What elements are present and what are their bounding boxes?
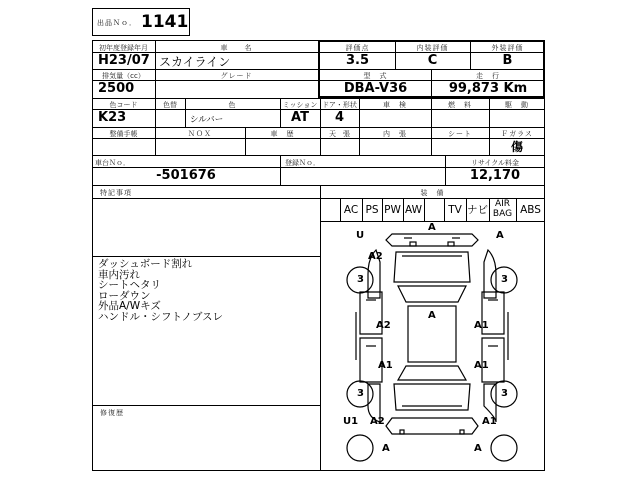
mark-hood-left: A2: [368, 251, 383, 262]
car-name-label: 車 名: [220, 44, 253, 52]
nox-label: ＮＯＸ: [188, 130, 212, 138]
inspection-label: 車 検: [383, 101, 407, 109]
mark-wheel-rear-left: 3: [357, 388, 364, 399]
equipment-aw: AW: [405, 204, 422, 216]
mark-wheel-front-right: 3: [501, 274, 508, 285]
lot-number-value: 1141: [141, 12, 189, 32]
equipment-airbag: AIR BAG: [492, 199, 513, 219]
equipment-tv: TV: [448, 204, 462, 216]
registration-number-label: 登録Ｎｏ．: [285, 159, 320, 167]
color-code-value: K23: [98, 110, 127, 125]
recycle-fee-label: リサイクル料金: [470, 159, 520, 167]
mark-rear-right: A1: [482, 416, 497, 427]
mark-door-front-right: A1: [474, 320, 489, 331]
mark-roof: A: [428, 310, 436, 321]
equipment-navi: ナビ: [467, 204, 488, 216]
mark-front-bumper: A: [428, 222, 436, 233]
chassis-number-label: 車台Ｎｏ．: [95, 159, 130, 167]
service-book-label: 整備手帳: [109, 130, 138, 138]
equipment-abs: ABS: [520, 204, 541, 216]
windshield-label: Ｆガラス: [501, 130, 533, 138]
displacement-label: 排気量（cc）: [102, 72, 145, 80]
mark-rear-bumper-right: A: [474, 443, 482, 454]
door-shape-label: ドア・形状: [322, 101, 357, 109]
mark-rear-bumper-left: A: [382, 443, 390, 454]
mileage-label: 走 行: [476, 72, 500, 80]
recycle-fee-value: 12,170: [469, 168, 521, 183]
lot-number-label: 出品Ｎｏ．: [97, 19, 137, 27]
color-label: 色: [228, 101, 237, 109]
mark-wheel-front-left: 3: [357, 274, 364, 285]
color-change-label: 色替: [163, 101, 177, 109]
exterior-grade-label: 外装評価: [491, 44, 524, 52]
lot-number-box: [92, 8, 190, 36]
drive-label: 駆 動: [505, 101, 529, 109]
grade-label: グレード: [220, 72, 253, 80]
mark-front-right-corner: A: [496, 230, 504, 241]
mileage-value: 99,873 Km: [448, 81, 528, 96]
mark-rear-left-u1: U1: [343, 416, 359, 427]
headliner-label: 天 張: [329, 130, 350, 138]
remark-line: シートヘタリ: [98, 279, 161, 291]
fuel-label: 燃 料: [448, 101, 472, 109]
equipment-ac: AC: [343, 204, 359, 216]
mark-door-rear-left: A1: [378, 360, 393, 371]
color-value: シルバー: [190, 115, 224, 125]
interior-grade-label: 内装評価: [416, 44, 449, 52]
transmission-value: AT: [291, 110, 309, 125]
remark-line: 外品A/Wキズ: [98, 300, 161, 312]
rating-label: 評価点: [345, 44, 370, 52]
equipment-pw: PW: [384, 204, 401, 216]
repair-history-label: 修復歴: [100, 409, 124, 417]
car-name-value: スカイライン: [159, 55, 231, 69]
mark-wheel-rear-right: 3: [501, 388, 508, 399]
car-condition-diagram: [320, 222, 545, 471]
rating-value: 3.5: [345, 53, 370, 68]
remark-line: ハンドル・シフトノブスレ: [98, 310, 223, 323]
remark-line: ローダウン: [98, 289, 151, 302]
first-registration-value: H23/07: [98, 53, 150, 68]
interior-grade-value: C: [427, 53, 438, 68]
equipment-ps: PS: [365, 204, 379, 216]
transmission-label: ミッション: [282, 101, 318, 109]
first-registration-label: 初年度登録年月: [99, 44, 148, 52]
remarks-label: 特記事項: [100, 189, 132, 197]
interior-trim-label: 内 張: [383, 130, 407, 138]
mark-door-front-left: A2: [376, 320, 391, 331]
door-shape-value: 4: [334, 110, 345, 125]
color-code-label: 色コード: [109, 101, 138, 109]
mark-front-left-corner: U: [356, 230, 365, 241]
exterior-grade-value: B: [502, 53, 513, 68]
vehicle-history-label: 車 歴: [270, 130, 295, 138]
chassis-number-value: -501676: [156, 168, 216, 183]
seat-label: シート: [448, 130, 472, 138]
mark-rear-left-a2: A2: [370, 416, 385, 427]
remark-line: 車内汚れ: [98, 268, 140, 281]
model-value: DBA-V36: [343, 81, 408, 96]
equipment-label: 装 備: [420, 189, 445, 197]
remark-line: ダッシュボード割れ: [98, 258, 193, 270]
displacement-value: 2500: [98, 81, 135, 96]
mark-door-rear-right: A1: [474, 360, 489, 371]
model-label: 型 式: [363, 72, 388, 80]
windshield-value: 傷: [510, 140, 523, 154]
